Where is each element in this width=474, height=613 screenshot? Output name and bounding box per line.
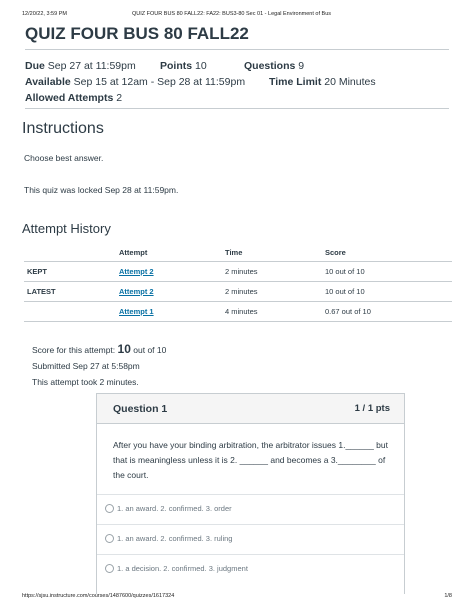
divider (25, 49, 449, 50)
answer-text: 1. a decision. 2. confirmed. 3. judgment (117, 564, 248, 573)
attempt-tag: KEPT (24, 262, 119, 282)
radio-icon[interactable] (105, 504, 114, 513)
answer-text: 1. an award. 2. confirmed. 3. ruling (117, 534, 233, 543)
instructions-text: Choose best answer. (24, 153, 104, 163)
divider (25, 108, 449, 109)
quiz-title: QUIZ FOUR BUS 80 FALL22 (25, 24, 249, 43)
attempt-time: 4 minutes (225, 302, 325, 322)
points-label: Points (160, 60, 193, 72)
submitted-text: Submitted Sep 27 at 5:58pm (32, 361, 140, 371)
attempt-score: 10 out of 10 (325, 282, 452, 302)
print-page-number: 1/8 (444, 593, 452, 599)
points-value: 10 (195, 60, 207, 72)
questions-value: 9 (298, 60, 305, 72)
table-header-row (24, 243, 452, 262)
answer-text: 1. an award. 2. confirmed. 3. order (117, 504, 232, 513)
print-url: https://sjsu.instructure.com/courses/1487600/quizzes/1617324 (22, 593, 175, 599)
time-limit-label: Time Limit (269, 76, 322, 88)
score-suffix: out of 10 (133, 345, 167, 355)
available-label: Available (25, 76, 71, 88)
radio-icon[interactable] (105, 534, 114, 543)
duration-text: This attempt took 2 minutes. (32, 377, 139, 387)
score-summary (32, 341, 166, 390)
question-points: 1 / 1 pts (354, 403, 390, 414)
attempt-score: 0.67 out of 10 (325, 302, 452, 322)
questions-label: Questions (244, 60, 296, 72)
attempt-score: 10 out of 10 (325, 262, 452, 282)
attempt-history-table (24, 243, 452, 322)
print-page-title: QUIZ FOUR BUS 80 FALL22: FA22: BUS3-80 Sec 01 - Legal Environment of Bus (132, 11, 332, 17)
attempt-link[interactable]: Attempt 1 (119, 307, 154, 316)
available-value: Sep 15 at 12am - Sep 28 at 11:59pm (73, 76, 246, 88)
attempt-time: 2 minutes (225, 282, 325, 302)
column-header-time: Time (225, 243, 325, 262)
column-header (24, 243, 119, 262)
attempt-tag: LATEST (24, 282, 119, 302)
question-card (96, 393, 405, 594)
attempt-tag (24, 302, 119, 322)
answer-list (97, 494, 404, 584)
attempt-time: 2 minutes (225, 262, 325, 282)
question-text: After you have your binding arbitration, the arbitrator issues 1.______ but that is meaningless unless it is 2. ______ and becomes a 3.________ of the court. (113, 440, 389, 480)
table-row (24, 282, 452, 302)
time-limit-value: 20 Minutes (324, 76, 376, 88)
question-name: Question 1 (113, 403, 168, 415)
radio-icon[interactable] (105, 564, 114, 573)
allowed-attempts-label: Allowed Attempts (25, 92, 114, 104)
answer-option[interactable] (97, 524, 404, 554)
score-value: 10 (117, 342, 131, 356)
print-datetime: 12/20/22, 3:59 PM (22, 11, 67, 17)
table-row (24, 262, 452, 282)
due-label: Due (25, 60, 45, 72)
table-row (24, 302, 452, 322)
allowed-attempts-value: 2 (116, 92, 123, 104)
question-header (97, 394, 404, 424)
attempt-history-heading: Attempt History (22, 221, 111, 236)
answer-option[interactable] (97, 494, 404, 524)
attempt-link[interactable]: Attempt 2 (119, 267, 154, 276)
column-header-score: Score (325, 243, 452, 262)
score-prefix: Score for this attempt: (32, 345, 116, 355)
column-header-attempt: Attempt (119, 243, 225, 262)
due-value: Sep 27 at 11:59pm (47, 60, 136, 72)
locked-notice: This quiz was locked Sep 28 at 11:59pm. (24, 185, 179, 195)
attempt-link[interactable]: Attempt 2 (119, 287, 154, 296)
answer-option[interactable] (97, 554, 404, 584)
instructions-heading: Instructions (22, 120, 104, 137)
